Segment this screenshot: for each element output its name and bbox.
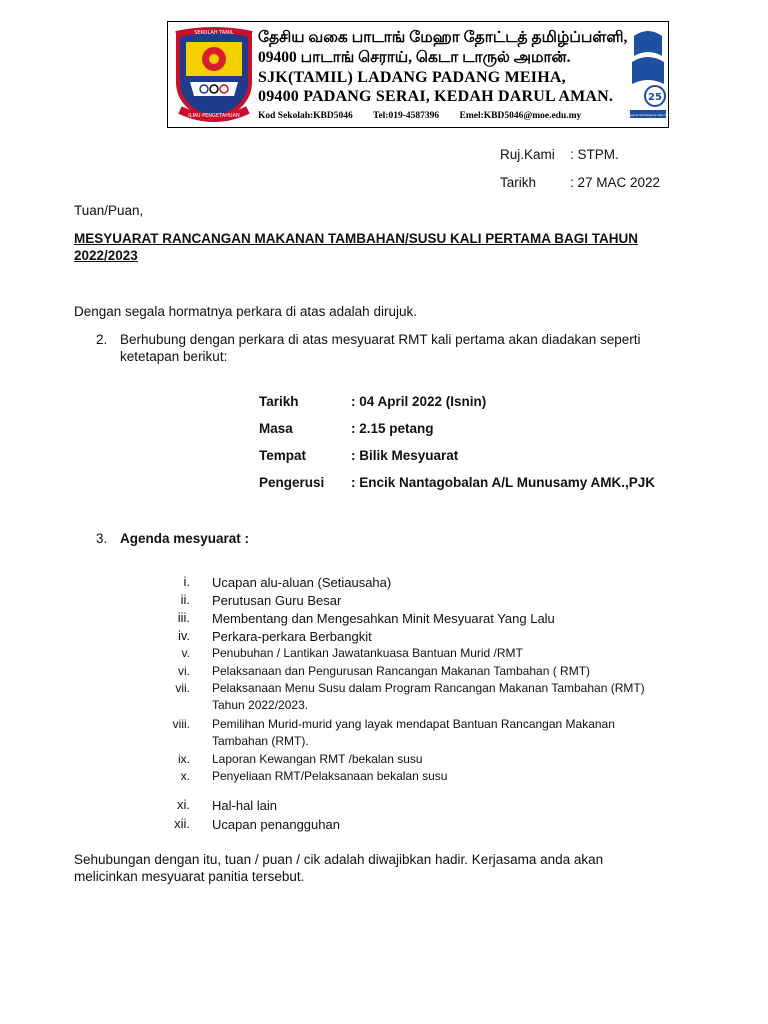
tamil-name-line: தேசிய வகை பாடாங் மேஹா தோட்டத் தமிழ்ப்பள்ளி,: [258, 29, 628, 46]
agenda-item: Pemilihan Murid-murid yang layak mendapat Bantuan Rancangan Makanan: [212, 717, 615, 731]
salutation: Tuan/Puan,: [74, 203, 144, 218]
agenda-number: viii.: [172, 717, 190, 731]
school-code: Kod Sekolah:KBD5046: [258, 111, 353, 121]
agenda-item: Perkara-perkara Berbangkit: [212, 629, 372, 644]
ruj-label: Ruj.Kami: [500, 147, 555, 162]
para2-number: 2.: [96, 332, 108, 347]
agenda-item: Ucapan alu-aluan (Setiausaha): [212, 575, 392, 590]
agenda-number: xii.: [174, 816, 190, 831]
agenda-number: ii.: [180, 592, 190, 607]
agenda-number: i.: [183, 574, 190, 589]
subject-line-1: MESYUARAT RANCANGAN MAKANAN TAMBAHAN/SUSU KALI PERTAMA BAGI TAHUN: [74, 231, 638, 246]
anniversary-number: 25: [648, 92, 662, 103]
agenda-number: iii.: [177, 610, 190, 625]
detail-label: Tempat: [259, 448, 307, 463]
agenda-item: Pelaksanaan dan Pengurusan Rancangan Makanan Tambahan ( RMT): [212, 664, 591, 678]
agenda-item: Perutusan Guru Besar: [212, 593, 342, 608]
tarikh-value: : 27 MAC 2022: [570, 175, 661, 190]
school-address-line: 09400 PADANG SERAI, KEDAH DARUL AMAN.: [258, 88, 614, 105]
detail-value: : Bilik Mesyuarat: [351, 448, 459, 463]
agenda-item: Ucapan penangguhan: [212, 817, 340, 832]
school-email: Emel:KBD5046@moe.edu.my: [459, 111, 582, 121]
anniversary-caption: Penggerak Pembelajaran Bermakna: [624, 114, 672, 117]
detail-label: Masa: [259, 421, 293, 436]
crest-bottom-text: ILMU PENGETAHUAN: [188, 113, 240, 119]
agenda-item: Hal-hal lain: [212, 798, 278, 813]
agenda-number: iv.: [177, 628, 190, 643]
contact-line: [258, 108, 628, 124]
closing-line-2: melicinkan mesyuarat panitia tersebut.: [74, 869, 305, 884]
detail-row: [259, 420, 434, 437]
school-crest-logo: [172, 26, 256, 122]
agenda-number: x.: [180, 769, 190, 783]
detail-value: : 2.15 petang: [351, 421, 434, 436]
agenda-item-continuation: Tahun 2022/2023.: [212, 698, 309, 712]
para3-number: 3.: [96, 531, 108, 546]
agenda-item: Pelaksanaan Menu Susu dalam Program Rancangan Makanan Tambahan (RMT): [212, 681, 645, 695]
agenda-item-continuation: Tambahan (RMT).: [212, 734, 309, 748]
agenda-item: Laporan Kewangan RMT /bekalan susu: [212, 752, 423, 766]
detail-label: Tarikh: [259, 394, 299, 409]
agenda-number: vii.: [175, 681, 190, 695]
reference-ruj: [500, 146, 619, 163]
reference-tarikh: [500, 174, 660, 191]
detail-row: [259, 447, 458, 464]
school-phone: Tel:019-4587396: [372, 111, 440, 121]
detail-label: Pengerusi: [259, 475, 325, 490]
agenda-item: Penubuhan / Lantikan Jawatankuasa Bantuan Murid /RMT: [212, 646, 523, 660]
detail-value: : 04 April 2022 (Isnin): [351, 394, 487, 409]
school-name-line: SJK(TAMIL) LADANG PADANG MEIHA,: [258, 69, 566, 86]
agenda-number: xi.: [177, 797, 190, 812]
detail-row: [259, 393, 486, 410]
tarikh-label: Tarikh: [500, 175, 537, 190]
closing-line-1: Sehubungan dengan itu, tuan / puan / cik adalah diwajibkan hadir. Kerjasama anda akan: [74, 852, 604, 867]
detail-row: [259, 474, 655, 491]
para2-line-2: ketetapan berikut:: [120, 349, 228, 364]
agenda-item: Penyeliaan RMT/Pelaksanaan bekalan susu: [212, 769, 448, 783]
school-details: [258, 28, 628, 124]
anniversary-logo: [624, 26, 672, 122]
tamil-address-line: 09400 பாடாங் செராய், கெடா டாருல் அமான்.: [258, 49, 571, 66]
para2-line-1: Berhubung dengan perkara di atas mesyuarat RMT kali pertama akan diadakan seperti: [120, 332, 641, 347]
ruj-value: : STPM.: [570, 147, 619, 162]
crest-top-text: SEKOLAH TAMIL: [194, 30, 234, 36]
intro-paragraph: Dengan segala hormatnya perkara di atas adalah dirujuk.: [74, 304, 417, 319]
para3-label: Agenda mesyuarat :: [120, 531, 250, 546]
subject-line-2: 2022/2023: [74, 248, 138, 263]
agenda-number: v.: [181, 646, 190, 660]
agenda-item: Membentang dan Mengesahkan Minit Mesyuarat Yang Lalu: [212, 611, 555, 626]
agenda-number: vi.: [178, 664, 190, 678]
agenda-number: ix.: [178, 752, 190, 766]
detail-value: : Encik Nantagobalan A/L Munusamy AMK.,PJK: [351, 475, 656, 490]
